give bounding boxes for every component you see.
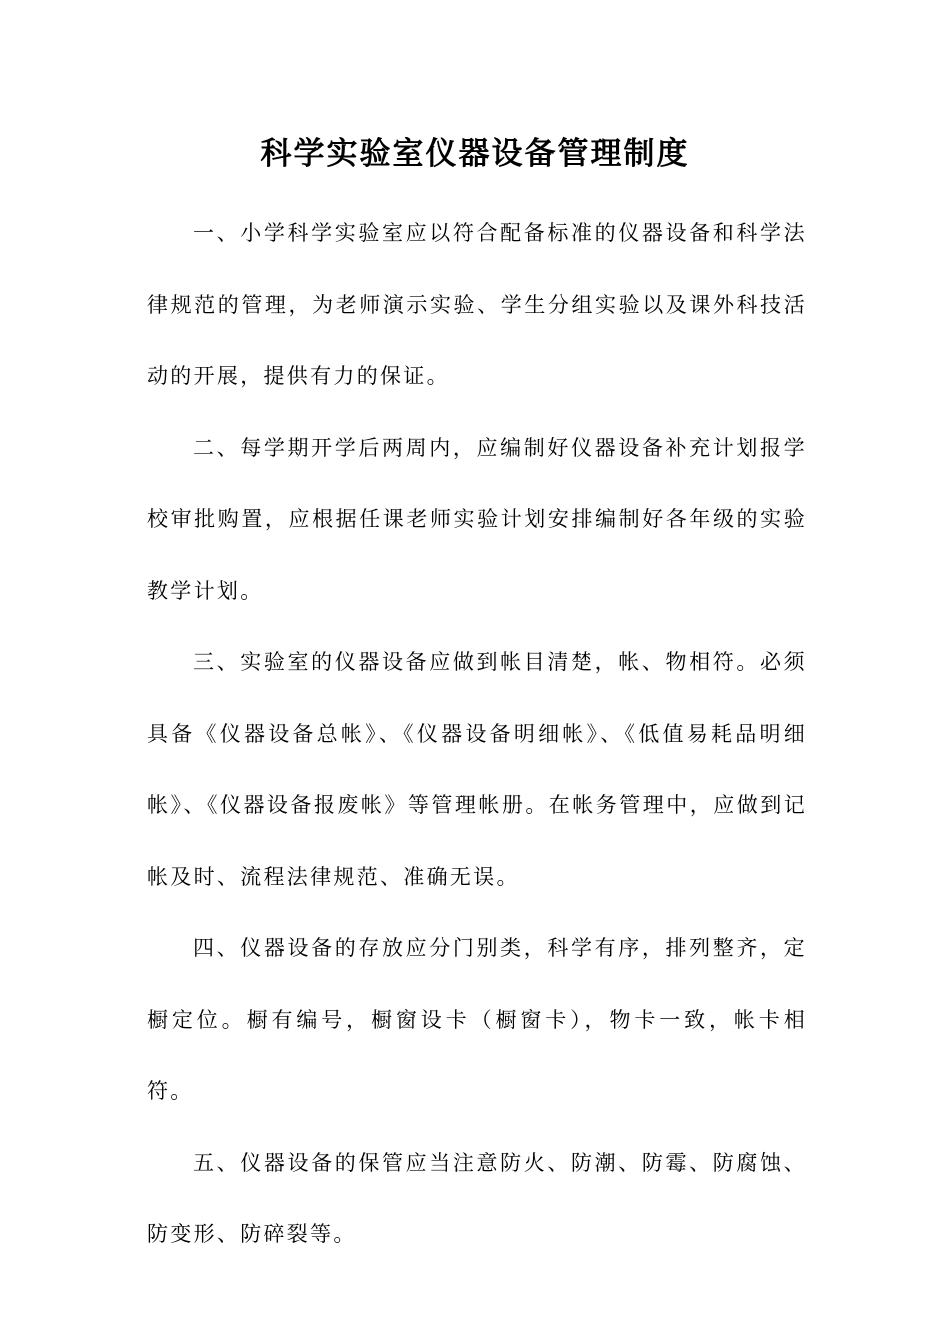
paragraph-3: 三、实验室的仪器设备应做到帐目清楚，帐、物相符。必须具备《仪器设备总帐》、《仪器设备明细帐》、《低值易耗品明细帐》、《仪器设备报废帐》等管理帐册。在帐务管理中，应做到记帐及时、流程法律规范、准确无误。 (147, 650, 807, 889)
document-body (147, 198, 807, 1271)
paragraph-4: 四、仪器设备的存放应分门别类，科学有序，排列整齐，定橱定位。橱有编号，橱窗设卡（橱窗卡），物卡一致，帐卡相符。 (147, 936, 807, 1103)
paragraph-5: 五、仪器设备的保管应当注意防火、防潮、防霉、防腐蚀、防变形、防碎裂等。 (147, 1150, 807, 1246)
document-title: 科学实验室仪器设备管理制度 (260, 136, 690, 172)
paragraph-2: 二、每学期开学后两周内，应编制好仪器设备补充计划报学校审批购置，应根据任课老师实验计划安排编制好各年级的实验教学计划。 (147, 435, 807, 603)
paragraph-1: 一、小学科学实验室应以符合配备标准的仪器设备和科学法律规范的管理，为老师演示实验、学生分组实验以及课外科技活动的开展，提供有力的保证。 (147, 221, 807, 388)
